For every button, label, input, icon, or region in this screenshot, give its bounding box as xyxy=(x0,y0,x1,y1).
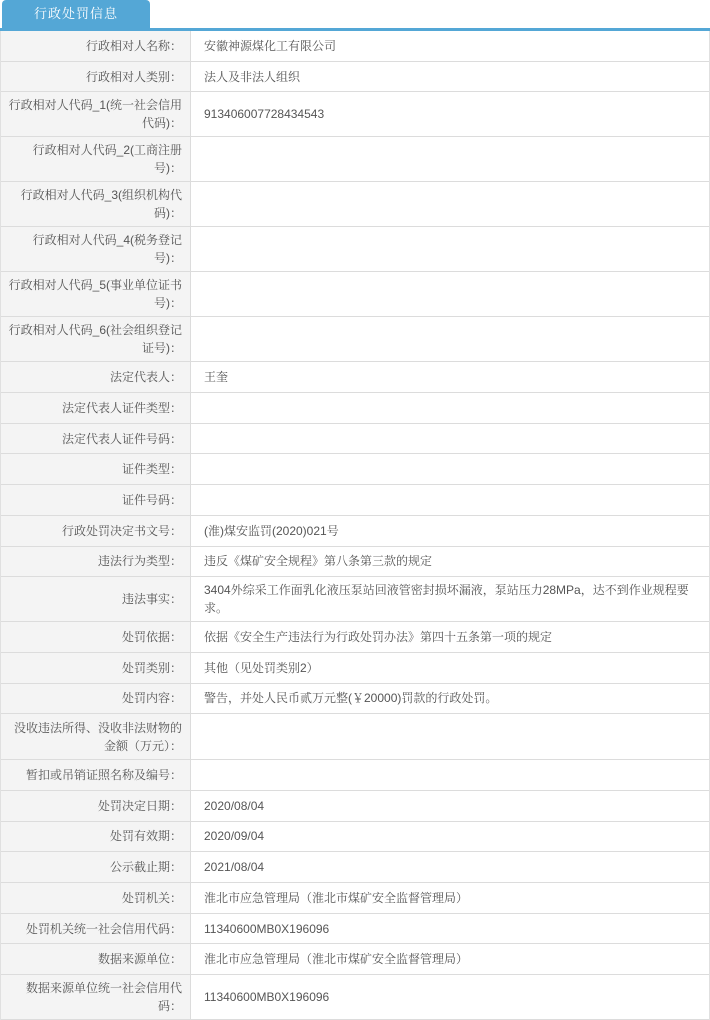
table-row xyxy=(1,791,709,822)
row-label: 违法事实： xyxy=(1,577,191,621)
row-value: 警告，并处人民币贰万元整(￥20000)罚款的行政处罚。 xyxy=(191,684,709,714)
row-label: 证件号码： xyxy=(1,485,191,515)
row-label: 违法行为类型： xyxy=(1,547,191,577)
table-row xyxy=(1,272,709,317)
row-label: 处罚决定日期： xyxy=(1,791,191,821)
table-row xyxy=(1,547,709,578)
row-label: 处罚依据： xyxy=(1,622,191,652)
table-row xyxy=(1,62,709,93)
table-row xyxy=(1,684,709,715)
row-label: 行政相对人代码_4(税务登记号)： xyxy=(1,227,191,271)
row-value xyxy=(191,454,709,484)
table-row xyxy=(1,362,709,393)
row-label: 法定代表人证件号码： xyxy=(1,424,191,454)
row-label: 证件类型： xyxy=(1,454,191,484)
row-value: 安徽神源煤化工有限公司 xyxy=(191,31,709,61)
row-label: 处罚类别： xyxy=(1,653,191,683)
table-row xyxy=(1,227,709,272)
row-label: 行政相对人代码_3(组织机构代码)： xyxy=(1,182,191,226)
table-row xyxy=(1,516,709,547)
row-label: 处罚机关统一社会信用代码： xyxy=(1,914,191,944)
tab-administrative-penalty-info[interactable]: 行政处罚信息 xyxy=(2,0,150,28)
row-label: 处罚有效期： xyxy=(1,822,191,852)
table-row xyxy=(1,622,709,653)
row-value xyxy=(191,760,709,790)
row-value xyxy=(191,317,709,361)
row-label: 数据来源单位统一社会信用代码： xyxy=(1,975,191,1019)
table-row xyxy=(1,714,709,760)
table-row xyxy=(1,852,709,883)
table-row xyxy=(1,92,709,137)
row-value xyxy=(191,272,709,316)
row-value xyxy=(191,137,709,181)
row-value: 违反《煤矿安全规程》第八条第三款的规定 xyxy=(191,547,709,577)
table-row xyxy=(1,485,709,516)
table-row xyxy=(1,653,709,684)
row-value xyxy=(191,424,709,454)
table-row xyxy=(1,182,709,227)
row-label: 行政相对人代码_1(统一社会信用代码)： xyxy=(1,92,191,136)
row-value: 2020/09/04 xyxy=(191,822,709,852)
row-value xyxy=(191,393,709,423)
table-row xyxy=(1,760,709,791)
row-label: 处罚内容： xyxy=(1,684,191,714)
row-label: 没收违法所得、没收非法财物的金额（万元）： xyxy=(1,714,191,759)
tab-bar xyxy=(0,0,710,31)
table-row xyxy=(1,454,709,485)
penalty-table xyxy=(0,31,710,1020)
row-value: 法人及非法人组织 xyxy=(191,62,709,92)
row-label: 法定代表人： xyxy=(1,362,191,392)
row-label: 行政相对人名称： xyxy=(1,31,191,61)
table-row xyxy=(1,944,709,975)
table-row xyxy=(1,424,709,455)
row-label: 数据来源单位： xyxy=(1,944,191,974)
row-value: 913406007728434543 xyxy=(191,92,709,136)
table-row xyxy=(1,914,709,945)
row-label: 暂扣或吊销证照名称及编号： xyxy=(1,760,191,790)
row-value: 2021/08/04 xyxy=(191,852,709,882)
row-label: 行政相对人代码_6(社会组织登记证号)： xyxy=(1,317,191,361)
row-value xyxy=(191,182,709,226)
row-value: 王奎 xyxy=(191,362,709,392)
row-value: 11340600MB0X196096 xyxy=(191,975,709,1019)
row-value: 其他（见处罚类别2） xyxy=(191,653,709,683)
row-value xyxy=(191,714,709,759)
row-value: 3404外综采工作面乳化液压泵站回液管密封损坏漏液，泵站压力28MPa，达不到作业规程要求。 xyxy=(191,577,709,621)
row-value: 淮北市应急管理局（淮北市煤矿安全监督管理局） xyxy=(191,883,709,913)
table-row xyxy=(1,317,709,362)
row-label: 行政处罚决定书文号： xyxy=(1,516,191,546)
table-row xyxy=(1,577,709,622)
row-label: 法定代表人证件类型： xyxy=(1,393,191,423)
table-row xyxy=(1,393,709,424)
row-value xyxy=(191,485,709,515)
row-value: (淮)煤安监罚(2020)021号 xyxy=(191,516,709,546)
row-label: 公示截止期： xyxy=(1,852,191,882)
row-label: 行政相对人代码_5(事业单位证书号)： xyxy=(1,272,191,316)
table-row xyxy=(1,31,709,62)
row-label: 行政相对人代码_2(工商注册号)： xyxy=(1,137,191,181)
row-value: 淮北市应急管理局（淮北市煤矿安全监督管理局） xyxy=(191,944,709,974)
row-value: 11340600MB0X196096 xyxy=(191,914,709,944)
row-value xyxy=(191,227,709,271)
row-value: 2020/08/04 xyxy=(191,791,709,821)
row-value: 依据《安全生产违法行为行政处罚办法》第四十五条第一项的规定 xyxy=(191,622,709,652)
table-row xyxy=(1,883,709,914)
row-label: 行政相对人类别： xyxy=(1,62,191,92)
table-row xyxy=(1,975,709,1020)
table-row xyxy=(1,822,709,853)
table-row xyxy=(1,137,709,182)
row-label: 处罚机关： xyxy=(1,883,191,913)
